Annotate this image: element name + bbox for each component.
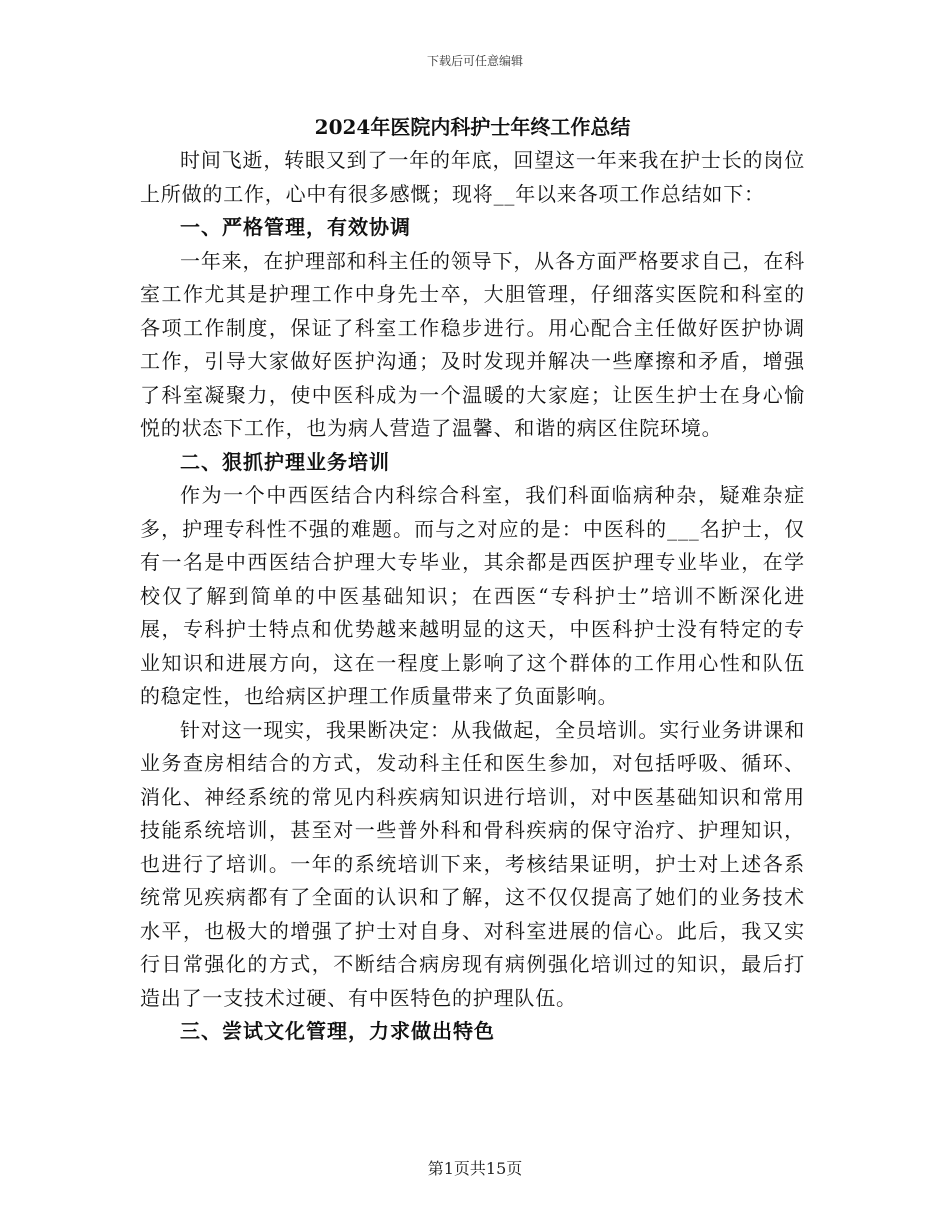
page-header-note: 下载后可任意编辑 bbox=[426, 54, 523, 68]
section-paragraph: 作为一个中西医结合内科综合科室，我们科面临病种杂，疑难杂症多，护理专科性不强的难题。而与之对应的是：中医科的___名护士，仅有一名是中西医结合护理大专毕业，其余都是西医护理专业毕业，在学校仅了解到简单的中医基础知识；在西医“专科护士”培训不断深化进展，专科护士特点和优势越来越明显的这天，中医科护士没有特定的专业知识和进展方向，这在一程度上影响了这个群体的工作用心性和队伍的稳定性，也给病区护理工作质量带来了负面影响。 bbox=[140, 483, 805, 708]
section-paragraph: 针对这一现实，我果断决定：从我做起，全员培训。实行业务讲课和业务查房相结合的方式，发动科主任和医生参加，对包括呼吸、循环、消化、神经系统的常见内科疾病知识进行培训，对中医基础知识和常用技能系统培训，甚至对一些普外科和骨科疾病的保守治疗、护理知识，也进行了培训。一年的系统培训下来，考核结果证明，护士对上述各系统常见疾病都有了全面的认识和了解，这不仅仅提高了她们的业务技术水平，也极大的增强了护士对自身、对科室进展的信心。此后，我又实行日常强化的方式，不断结合病房现有病例强化培训过的知识，最后打造出了一支技术过硬、有中医特色的护理队伍。 bbox=[140, 717, 805, 1010]
document-title: 2024年医院内科护士年终工作总结 bbox=[314, 115, 631, 139]
section-heading: 二、狠抓护理业务培训 bbox=[180, 449, 390, 474]
page-number: 第1页共15页 bbox=[427, 1159, 523, 1178]
section-paragraph: 一年来，在护理部和科主任的领导下，从各方面严格要求自己，在科室工作尤其是护理工作中身先士卒，大胆管理，仔细落实医院和科室的各项工作制度，保证了科室工作稳步进行。用心配合主任做好医护协调工作，引导大家做好医护沟通；及时发现并解决一些摩擦和矛盾，增强了科室凝聚力，使中医科成为一个温暖的大家庭；让医生护士在身心愉悦的状态下工作，也为病人营造了温馨、和谐的病区住院环境。 bbox=[140, 248, 805, 440]
intro-paragraph: 时间飞逝，转眼又到了一年的年底，回望这一年来我在护士长的岗位上所做的工作，心中有很多感慨；现将__年以来各项工作总结如下： bbox=[140, 148, 805, 206]
document-body bbox=[140, 110, 805, 1049]
section-2 bbox=[140, 446, 805, 1016]
section-1 bbox=[140, 211, 805, 446]
section-heading: 三、尝试文化管理，力求做出特色 bbox=[180, 1019, 495, 1043]
section-3 bbox=[140, 1015, 805, 1049]
section-heading: 一、严格管理，有效协调 bbox=[180, 215, 411, 239]
